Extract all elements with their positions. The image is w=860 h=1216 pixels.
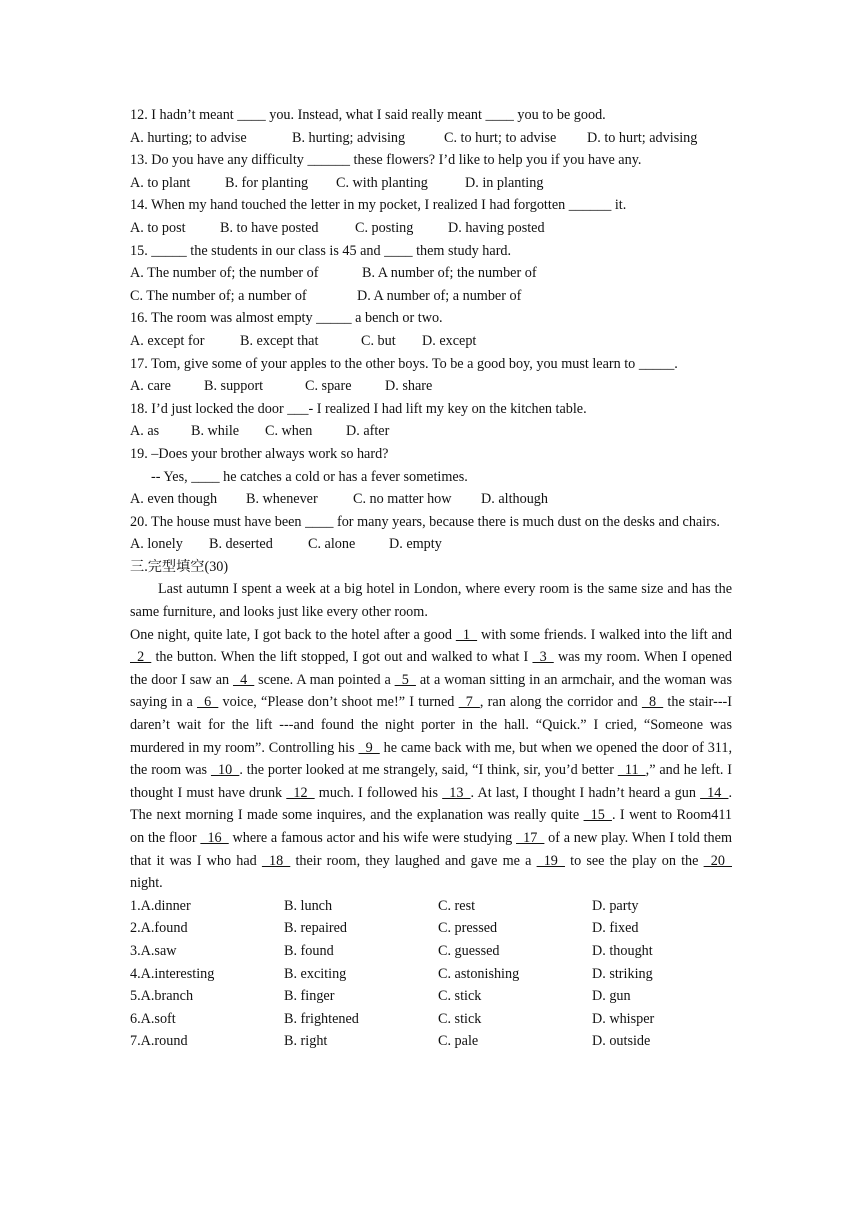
section-title: 三.完型填空(30)	[130, 558, 229, 575]
blank-6: 6	[197, 694, 219, 711]
blank-4: 4	[232, 671, 255, 688]
cloze-1-b: B. lunch	[284, 897, 333, 914]
passage-text: . the porter looked at me strangely, said, “I think, sir, you’d better	[239, 762, 618, 779]
option-b: B. whenever	[246, 491, 318, 508]
option-b: B. to have posted	[220, 219, 319, 236]
blank-2: 2	[130, 649, 152, 666]
passage-paragraph-2	[130, 624, 732, 895]
option-b: B. except that	[240, 332, 319, 349]
cloze-7-a: 7.A.round	[130, 1033, 188, 1050]
question-stem: 13. Do you have any difficulty ______ these flowers? I’d like to help you if you have any.	[130, 152, 642, 169]
passage-text: voice, “Please don’t shoot me!” I turned	[218, 694, 459, 711]
cloze-2-b: B. repaired	[284, 920, 348, 937]
option-a: A. to post	[130, 219, 186, 236]
blank-7: 7	[458, 694, 480, 711]
blank-15: 15	[583, 807, 612, 824]
passage-text: the button. When the lift stopped, I got out and walked to what I	[151, 649, 533, 666]
cloze-5-b: B. finger	[284, 988, 335, 1005]
blank-13: 13	[442, 784, 471, 801]
blank-11: 11	[617, 762, 646, 779]
cloze-7-c: C. pale	[438, 1033, 479, 1050]
blank-16: 16	[200, 830, 229, 846]
cloze-5-c: C. stick	[438, 988, 482, 1005]
option-a: A. care	[130, 378, 171, 395]
question-15	[130, 240, 732, 308]
option-a: A. as	[130, 423, 160, 440]
question-options	[130, 330, 732, 353]
cloze-7-b: B. right	[284, 1033, 328, 1050]
option-d: D. share	[385, 378, 433, 395]
option-c: C. when	[265, 423, 313, 440]
cloze-3-c: C. guessed	[438, 942, 500, 959]
cloze-options	[130, 895, 732, 1053]
passage-text: at a woman sitting in an armchair, and the woman was saying in a	[130, 671, 732, 711]
option-c: C. but	[361, 332, 396, 349]
option-b: B. deserted	[209, 536, 273, 553]
question-options	[130, 217, 732, 240]
question-17	[130, 353, 732, 398]
option-d: D. after	[346, 423, 390, 440]
option-b: B. support	[204, 378, 264, 395]
passage-text: ,” and he left. I thought I must have drunk	[130, 762, 732, 801]
passage-text: night.	[130, 875, 163, 892]
option-d: D. empty	[389, 536, 442, 553]
question-stem-reply: -- Yes, ____ he catches a cold or has a fever sometimes.	[151, 468, 468, 485]
cloze-5-a: 5.A.branch	[130, 988, 194, 1005]
cloze-6-a: 6.A.soft	[130, 1010, 176, 1027]
passage-text: he came back with me, but when we opened the door of 311, the room was	[130, 739, 733, 779]
blank-10: 10	[210, 762, 240, 779]
cloze-2-c: C. pressed	[438, 920, 498, 937]
cloze-2-a: 2.A.found	[130, 920, 188, 937]
option-a: A. to plant	[130, 174, 191, 191]
question-stem: 12. I hadn’t meant ____ you. Instead, what I said really meant ____ you to be good.	[130, 107, 606, 123]
blank-5: 5	[394, 671, 416, 688]
option-c: C. The number of; a number of	[130, 287, 307, 304]
passage-paragraph-1: Last autumn I spent a week at a big hotel in London, where every room is the same size and has the same furniture, and looks just like every other room.	[130, 581, 732, 621]
option-d: D. although	[481, 491, 548, 508]
blank-19: 19	[536, 852, 565, 869]
passage-text: the stair---I daren’t wait for the lift ---and found the night porter in the hall. “Quick.” I cried, “Someone was murdered in my room”. Controlling his	[130, 694, 732, 756]
option-d: D. except	[422, 332, 477, 349]
question-19	[130, 443, 732, 511]
passage-text: One night, quite late, I got back to the hotel after a good	[130, 626, 456, 643]
blank-3: 3	[532, 649, 554, 666]
blank-8: 8	[641, 694, 664, 711]
question-stem: 20. The house must have been ____ for many years, because there is much dust on the desks and chairs.	[130, 513, 720, 530]
question-12	[130, 104, 732, 149]
option-a: A. except for	[130, 332, 205, 349]
passage-text: where a famous actor and his wife were studying	[228, 830, 517, 846]
question-options	[130, 127, 732, 150]
cloze-3-a: 3.A.saw	[130, 942, 177, 959]
passage-text: . At last, I thought I hadn’t heard a gun	[470, 784, 701, 801]
cloze-1-d: D. party	[592, 897, 639, 914]
question-options-row2	[130, 285, 732, 308]
question-options	[130, 172, 732, 195]
blank-20: 20	[703, 852, 732, 869]
question-stem: 16. The room was almost empty _____ a bench or two.	[130, 310, 443, 327]
question-20	[130, 511, 732, 556]
option-a: A. hurting; to advise	[130, 129, 247, 146]
passage-text: with some friends. I walked into the lift and	[477, 626, 732, 643]
cloze-4-b: B. exciting	[284, 965, 347, 982]
blank-14: 14	[700, 784, 729, 801]
option-c: C. alone	[308, 536, 356, 553]
question-16	[130, 307, 732, 352]
cloze-6-d: D. whisper	[592, 1010, 655, 1027]
passage-text: . I went to Room411 on the floor	[130, 807, 732, 846]
option-d: D. to hurt; advising	[587, 129, 698, 146]
option-b: B. while	[191, 423, 240, 440]
option-b: B. hurting; advising	[292, 129, 406, 146]
question-14	[130, 194, 732, 239]
option-c: C. no matter how	[353, 491, 452, 508]
option-b: B. for planting	[225, 174, 309, 191]
option-c: C. spare	[305, 378, 352, 395]
blank-9: 9	[358, 739, 380, 756]
passage-text: to see the play on the	[564, 852, 704, 869]
option-c: C. to hurt; to advise	[444, 129, 557, 146]
cloze-4-a: 4.A.interesting	[130, 965, 215, 982]
option-d: D. A number of; a number of	[357, 287, 522, 304]
blank-17: 17	[516, 830, 545, 846]
option-a: A. even though	[130, 491, 218, 508]
cloze-5-d: D. gun	[592, 988, 631, 1005]
question-options	[130, 262, 732, 285]
option-a: A. The number of; the number of	[130, 265, 319, 282]
cloze-4-c: C. astonishing	[438, 965, 520, 982]
question-stem: 19. –Does your brother always work so hard?	[130, 445, 389, 462]
cloze-3-d: D. thought	[592, 942, 653, 959]
passage-text: , ran along the corridor and	[479, 694, 642, 711]
passage-text: of a new play. When I told them that it was I who had	[130, 830, 732, 869]
cloze-7-d: D. outside	[592, 1033, 651, 1050]
cloze-6-c: C. stick	[438, 1010, 482, 1027]
passage-text: . The next morning I made some inquires, and the explanation was really quite	[130, 784, 732, 824]
passage-text: was my room. When I opened the door I saw an	[130, 649, 732, 688]
blank-18: 18	[261, 852, 291, 869]
question-13	[130, 149, 732, 194]
option-d: D. in planting	[465, 174, 544, 191]
question-stem: 17. Tom, give some of your apples to the other boys. To be a good boy, you must learn to _____.	[130, 355, 678, 372]
question-options	[130, 375, 732, 398]
question-options	[130, 420, 732, 443]
question-stem: 15. _____ the students in our class is 45 and ____ them study hard.	[130, 242, 512, 259]
document-page	[130, 104, 732, 1053]
option-c: C. with planting	[336, 174, 428, 191]
cloze-6-b: B. frightened	[284, 1010, 359, 1027]
passage-text: much. I followed his	[314, 784, 443, 801]
option-b: B. A number of; the number of	[362, 265, 537, 282]
cloze-1-a: 1.A.dinner	[130, 897, 191, 914]
option-d: D. having posted	[448, 219, 545, 236]
question-18	[130, 398, 732, 443]
question-stem: 14. When my hand touched the letter in my pocket, I realized I had forgotten ______ it.	[130, 197, 627, 214]
question-stem: 18. I’d just locked the door ___- I realized I had lift my key on the kitchen table.	[130, 400, 587, 417]
passage-text: their room, they laughed and gave me a	[290, 852, 537, 869]
cloze-1-c: C. rest	[438, 897, 476, 914]
blank-1: 1	[455, 626, 478, 643]
cloze-3-b: B. found	[284, 942, 334, 959]
passage-text: scene. A man pointed a	[254, 671, 395, 688]
option-a: A. lonely	[130, 536, 183, 553]
cloze-4-d: D. striking	[592, 965, 653, 982]
cloze-2-d: D. fixed	[592, 920, 639, 937]
question-options	[130, 488, 732, 511]
question-options	[130, 533, 732, 556]
option-c: C. posting	[355, 219, 414, 236]
blank-12: 12	[286, 784, 315, 801]
